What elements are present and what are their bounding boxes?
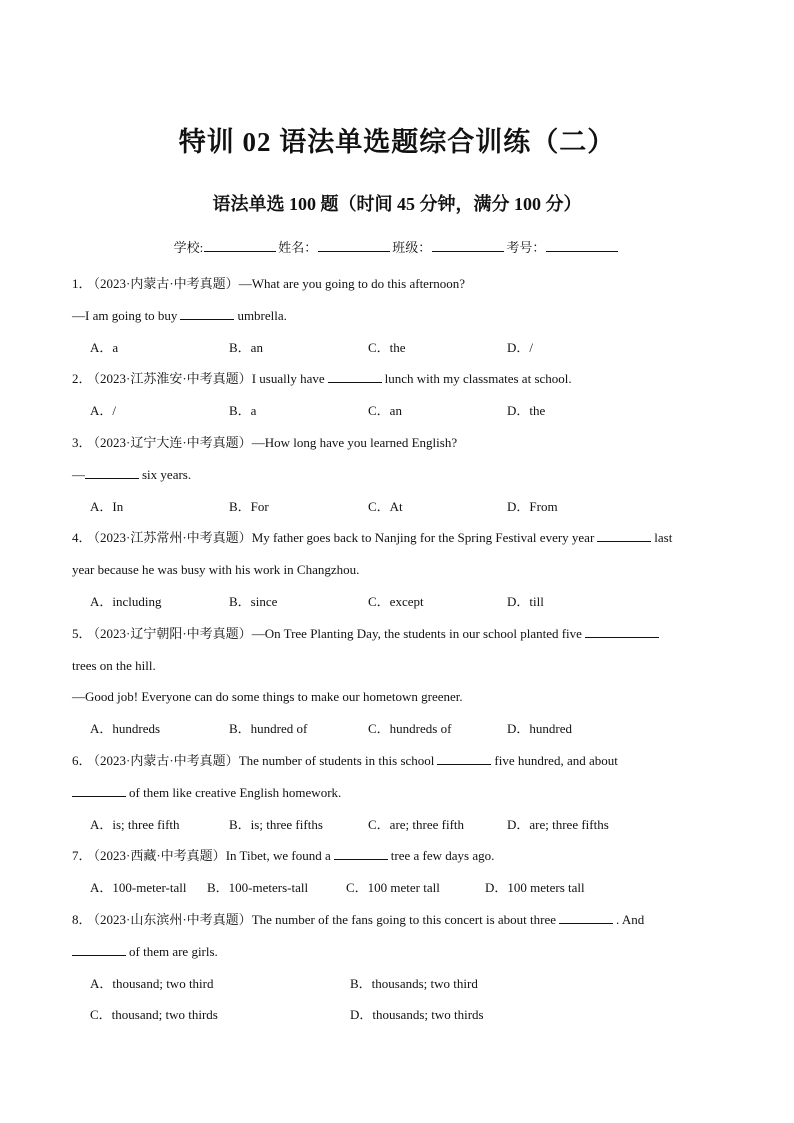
question-7: 7． （2023·西藏·中考真题）In Tibet, we found a tree a few days ago. xyxy=(72,848,495,864)
question-source: （2023·西藏·中考真题） xyxy=(93,848,226,864)
option-c: C．are; three fifth xyxy=(368,816,465,832)
answer-blank xyxy=(180,306,234,320)
question-text: —How long have you learned English? xyxy=(251,434,458,450)
question-4-line-2: year because he was busy with his work in Changzhou. xyxy=(72,562,360,578)
option-b: B．is; three fifths xyxy=(229,816,323,832)
option-d: D．till xyxy=(507,593,544,609)
option-d: D．are; three fifths xyxy=(507,816,609,832)
option-d: D．hundred xyxy=(507,721,572,737)
option-b: B．an xyxy=(229,339,263,355)
question-4: 4． （2023·江苏常州·中考真题）My father goes back to Nanjing for the Spring Festival every year last xyxy=(72,530,673,546)
option-a: A．100-meter-tall xyxy=(90,880,187,896)
page-subtitle: 语法单选 100 题（时间 45 分钟，满分 100 分） xyxy=(212,194,582,214)
number-label: 考号： xyxy=(506,240,546,255)
question-list xyxy=(72,268,724,1031)
number-blank xyxy=(546,239,618,252)
option-a: A．a xyxy=(90,339,119,355)
question-source: （2023·辽宁朝阳·中考真题） xyxy=(93,625,252,641)
option-d: D．the xyxy=(507,403,546,419)
option-a: A．including xyxy=(90,593,162,609)
option-c: C．hundreds of xyxy=(368,721,452,737)
option-d: D．thousands; two thirds xyxy=(350,1007,484,1023)
name-blank xyxy=(318,239,390,252)
answer-blank xyxy=(585,624,659,638)
option-d: D．100 meters tall xyxy=(485,880,585,896)
option-c: C．100 meter tall xyxy=(346,880,440,896)
question-source: （2023·江苏常州·中考真题） xyxy=(93,530,252,546)
option-b: B．100-meters-tall xyxy=(207,880,309,896)
question-5-options xyxy=(72,713,724,745)
class-blank xyxy=(432,239,504,252)
page-title: 特训 02 语法单选题综合训练（二） xyxy=(178,127,616,157)
option-d: D．/ xyxy=(507,339,534,355)
question-8-options-row-1 xyxy=(72,968,724,1000)
school-blank xyxy=(204,239,276,252)
answer-blank xyxy=(559,910,613,924)
question-7-options xyxy=(72,872,724,904)
question-4-options xyxy=(72,586,724,618)
option-b: B．a xyxy=(229,403,257,419)
answer-blank xyxy=(72,783,126,797)
question-6-line-2: of them like creative English homework. xyxy=(72,777,724,809)
question-2: 2． （2023·江苏淮安·中考真题）I usually have lunch with my classmates at school. xyxy=(72,371,572,387)
question-source: （2023·内蒙古·中考真题） xyxy=(93,276,239,291)
class-label: 班级： xyxy=(392,240,432,255)
answer-blank xyxy=(334,846,388,860)
question-3: 3． （2023·辽宁大连·中考真题）—How long have you learned English? xyxy=(72,434,458,450)
answer-blank xyxy=(72,942,126,956)
question-6-options xyxy=(72,809,724,841)
question-8-line-2: of them are girls. xyxy=(72,936,724,968)
answer-blank xyxy=(85,465,139,479)
question-text: —What are you going to do this afternoon? xyxy=(238,276,466,291)
option-c: C．At xyxy=(368,498,403,514)
option-a: A．is; three fifth xyxy=(90,816,180,832)
answer-blank xyxy=(328,369,382,383)
question-6: 6． （2023·内蒙古·中考真题）The number of students in this school five hundred, and about xyxy=(72,752,618,768)
question-source: （2023·内蒙古·中考真题） xyxy=(93,752,239,768)
option-a: A．thousand; two third xyxy=(90,975,214,991)
option-a: A．In xyxy=(90,498,124,514)
question-3-line-2: — six years. xyxy=(72,466,192,482)
answer-blank xyxy=(597,528,651,542)
question-source: （2023·辽宁大连·中考真题） xyxy=(93,434,252,450)
option-c: C．except xyxy=(368,593,424,609)
question-8: 8． （2023·山东滨州·中考真题）The number of the fans going to this concert is about three . And xyxy=(72,911,645,927)
question-8-options-row-2 xyxy=(72,999,724,1031)
option-a: A．/ xyxy=(90,403,117,419)
option-a: A．hundreds xyxy=(90,721,161,737)
question-1: 1． （2023·内蒙古·中考真题）—What are you going to do this afternoon? xyxy=(72,276,466,291)
question-1-options xyxy=(72,332,724,364)
school-label: 学校: xyxy=(173,240,204,255)
option-b: B．For xyxy=(229,498,269,514)
question-5-line-2: trees on the hill. xyxy=(72,657,156,673)
question-2-options xyxy=(72,395,724,427)
option-b: B．hundred of xyxy=(229,721,308,737)
question-source: （2023·山东滨州·中考真题） xyxy=(93,911,252,927)
question-5-line-3: —Good job! Everyone can do some things to make our hometown greener. xyxy=(72,689,463,705)
question-3-options xyxy=(72,491,724,523)
question-5: 5． （2023·辽宁朝阳·中考真题）—On Tree Planting Day, the students in our school planted five xyxy=(72,618,724,650)
option-c: C．the xyxy=(368,339,406,355)
option-d: D．From xyxy=(507,498,558,514)
option-b: B．since xyxy=(229,593,278,609)
question-1-line-2: —I am going to buy umbrella. xyxy=(72,307,287,323)
student-info-line xyxy=(0,237,794,256)
option-b: B．thousands; two third xyxy=(350,975,478,991)
question-source: （2023·江苏淮安·中考真题） xyxy=(93,371,252,387)
answer-blank xyxy=(437,751,491,765)
name-label: 姓名： xyxy=(278,240,318,255)
option-c: C．thousand; two thirds xyxy=(90,1007,218,1023)
option-c: C．an xyxy=(368,403,402,419)
